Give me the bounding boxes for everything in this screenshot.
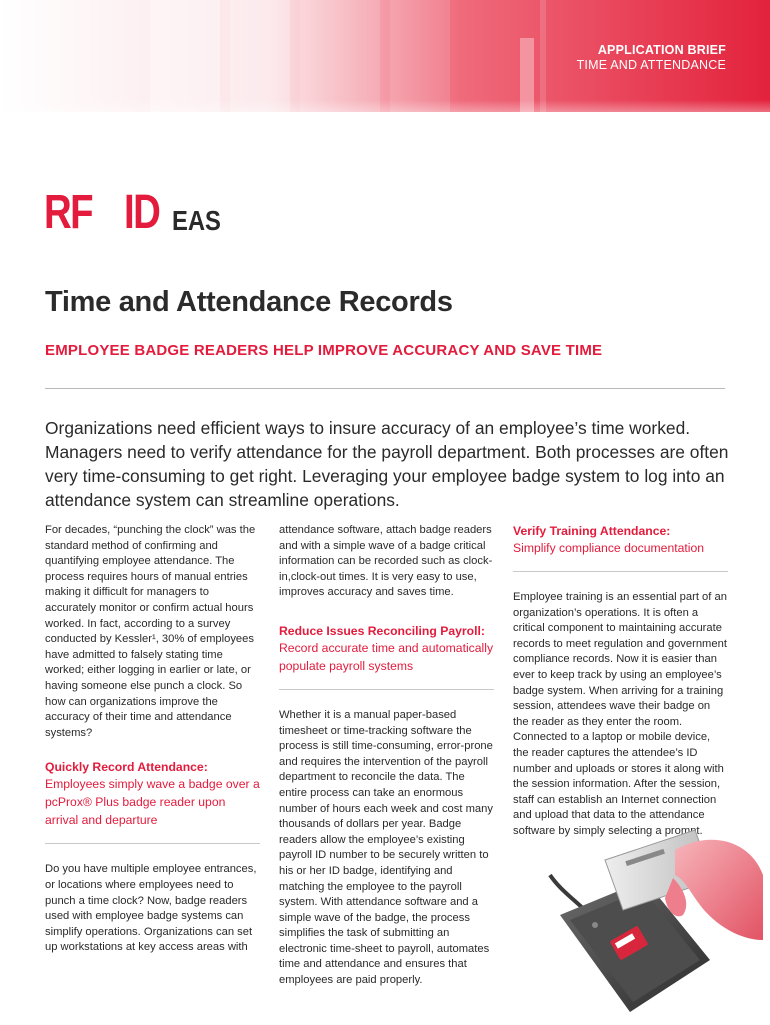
- col1-divider: [45, 843, 260, 844]
- column-2: [279, 523, 494, 989]
- logo-rf: RF: [44, 186, 92, 239]
- brief-label: APPLICATION BRIEF: [597, 43, 726, 57]
- divider-rule: [45, 388, 725, 389]
- col2-paragraph-1: attendance software, attach badge readers and with a simple wave of a badge critical information can be recorded such as clock-in,clock-out times. It is very easy to use, improves accuracy and saves time.: [279, 524, 493, 599]
- intro-paragraph: Organizations need efficient ways to insure accuracy of an employee’s time worked. Managers need to verify attendance for the payroll department. Both processes are often very time-consuming to get right. Leveraging your employee badge system to log into an attendance system can streamline operations.: [45, 418, 729, 510]
- col3-paragraph-1: Employee training is an essential part of an organization’s operations. It is often a critical component to maintaining accurate records to meet regulation and government compliance records. Now it is easier than ever to keep track by using an employee’s badge system. When arriving for a training session, attendees wave their badge on the reader as they enter the room. Connected to a laptop or mobile device, the reader captures the attendee’s ID number and uploads or stores it along with the session information. After the session, staff can establish an Internet connection and upload that data to the attendance software by simply selecting a prompt.: [513, 591, 727, 837]
- logo-id: ID: [124, 186, 160, 239]
- col2-paragraph-2: Whether it is a manual paper-based timesheet or time-tracking software the process is still time-consuming, error-prone and requires the intervention of the payroll department to reconcile the data. The entire process can take an enormous number of hours each week and cost many thousands of dollars per year. Badge readers allow the employee’s existing payroll ID number to be securely written to his or her ID badge, identifying and matching the employee to the payroll system. With attendance software and a simple wave of the badge, the process simplifies the task of submitting an electronic time-sheet to payroll, automates time and attendance and ensures that employees are paid properly.: [279, 708, 493, 987]
- page-subtitle: EMPLOYEE BADGE READERS HELP IMPROVE ACCURACY AND SAVE TIME: [45, 342, 603, 359]
- badge-reader-with-hand-image: [535, 820, 765, 1020]
- col2-section-subheading: Record accurate time and automatically populate payroll systems: [279, 640, 494, 673]
- application-brief-label: [577, 43, 726, 73]
- header-band: [0, 0, 770, 112]
- col1-section-subheading: Employees simply wave a badge over a pcProx® Plus badge reader upon arrival and departure: [45, 777, 260, 828]
- column-1: [45, 523, 260, 956]
- page-title: Time and Attendance Records: [45, 286, 453, 318]
- col2-section-heading: Reduce Issues Reconciling Payroll:: [279, 623, 485, 638]
- col3-section-heading: Verify Training Attendance:: [513, 524, 671, 538]
- brief-topic: TIME AND ATTENDANCE: [576, 58, 726, 72]
- col3-divider: [513, 571, 728, 572]
- logo-eas: EAS: [172, 205, 221, 236]
- col2-divider: [279, 689, 494, 690]
- rfideas-logo: [44, 186, 221, 239]
- column-3: [513, 523, 728, 840]
- col1-paragraph-1: For decades, “punching the clock” was the standard method of confirming and quantifying employee attendance. The process requires hours of manual entries making it difficult for managers to accurately monitor or confirm actual hours worked. In fact, according to a survey conducted by Kessler¹, 30% of employees have admitted to falsely stating time worked; either logging in earlier or late, or having someone else punch a clock. So how can organizations improve the accuracy of their time and attendance systems?: [45, 524, 256, 739]
- col3-section-subheading: Simplify compliance documentation: [513, 541, 705, 555]
- col1-section-heading: Quickly Record Attendance:: [45, 760, 208, 775]
- col1-paragraph-2: Do you have multiple employee entrances, or locations where employees need to punch a time clock? Now, badge readers used with employee badge systems can simplify operations. Organizations can set up workstations at key access areas with: [45, 863, 257, 954]
